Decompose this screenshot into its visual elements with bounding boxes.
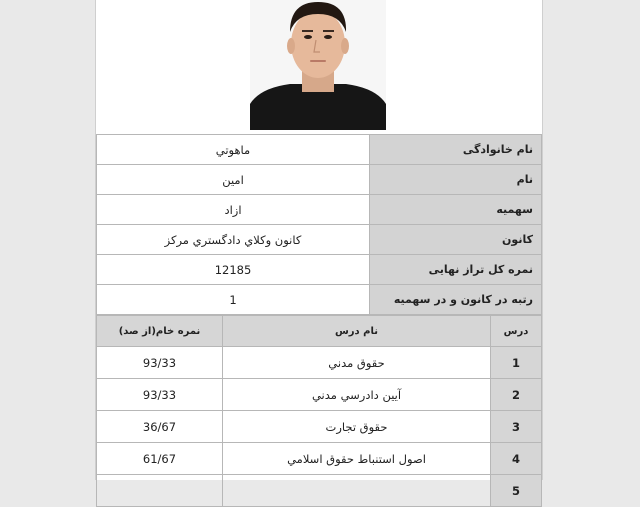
label-rank: رتبه در كانون و در سهمیه xyxy=(370,285,542,315)
course-number: 4 xyxy=(491,443,542,475)
value-first-name: امین xyxy=(97,165,370,195)
label-total-score: نمره کل تراز نهایی xyxy=(370,255,542,285)
candidate-info-table xyxy=(96,134,542,315)
value-quota: ازاد xyxy=(97,195,370,225)
course-score: 61/67 xyxy=(97,443,223,475)
info-row-total-score xyxy=(97,255,542,285)
course-name: حقوق مدني xyxy=(223,347,491,379)
label-bar-association: كانون xyxy=(370,225,542,255)
course-name: آیین دادرسي مدني xyxy=(223,379,491,411)
info-row-first-name xyxy=(97,165,542,195)
info-row-rank xyxy=(97,285,542,315)
label-quota: سهمیه xyxy=(370,195,542,225)
course-number: 2 xyxy=(491,379,542,411)
course-score xyxy=(97,475,223,507)
info-row-family-name xyxy=(97,135,542,165)
pink-mark-icon xyxy=(512,0,534,7)
result-sheet xyxy=(95,0,543,498)
table-row xyxy=(97,475,542,507)
table-row xyxy=(97,443,542,475)
course-number: 1 xyxy=(491,347,542,379)
grades-header-row xyxy=(97,316,542,347)
course-name xyxy=(223,475,491,507)
table-row xyxy=(97,347,542,379)
value-bar-association: كانون وكلاي دادگستري مركز xyxy=(97,225,370,255)
value-total-score: 12185 xyxy=(97,255,370,285)
value-rank: 1 xyxy=(97,285,370,315)
candidate-photo xyxy=(250,0,386,130)
table-row xyxy=(97,379,542,411)
label-first-name: نام xyxy=(370,165,542,195)
course-score: 36/67 xyxy=(97,411,223,443)
course-number: 3 xyxy=(491,411,542,443)
header-course-name: نام درس xyxy=(223,316,491,347)
course-name: حقوق تجارت xyxy=(223,411,491,443)
info-row-bar-association xyxy=(97,225,542,255)
header-raw-score: نمره خام(از صد) xyxy=(97,316,223,347)
label-family-name: نام خانوادگی xyxy=(370,135,542,165)
course-name: اصول استنباط حقوق اسلامي xyxy=(223,443,491,475)
value-family-name: ماهوتي xyxy=(97,135,370,165)
grades-table xyxy=(96,315,542,507)
header-course-number: درس xyxy=(491,316,542,347)
course-score: 93/33 xyxy=(97,379,223,411)
table-row xyxy=(97,411,542,443)
course-score: 93/33 xyxy=(97,347,223,379)
course-number: 5 xyxy=(491,475,542,507)
info-row-quota xyxy=(97,195,542,225)
photo-area xyxy=(96,0,542,132)
